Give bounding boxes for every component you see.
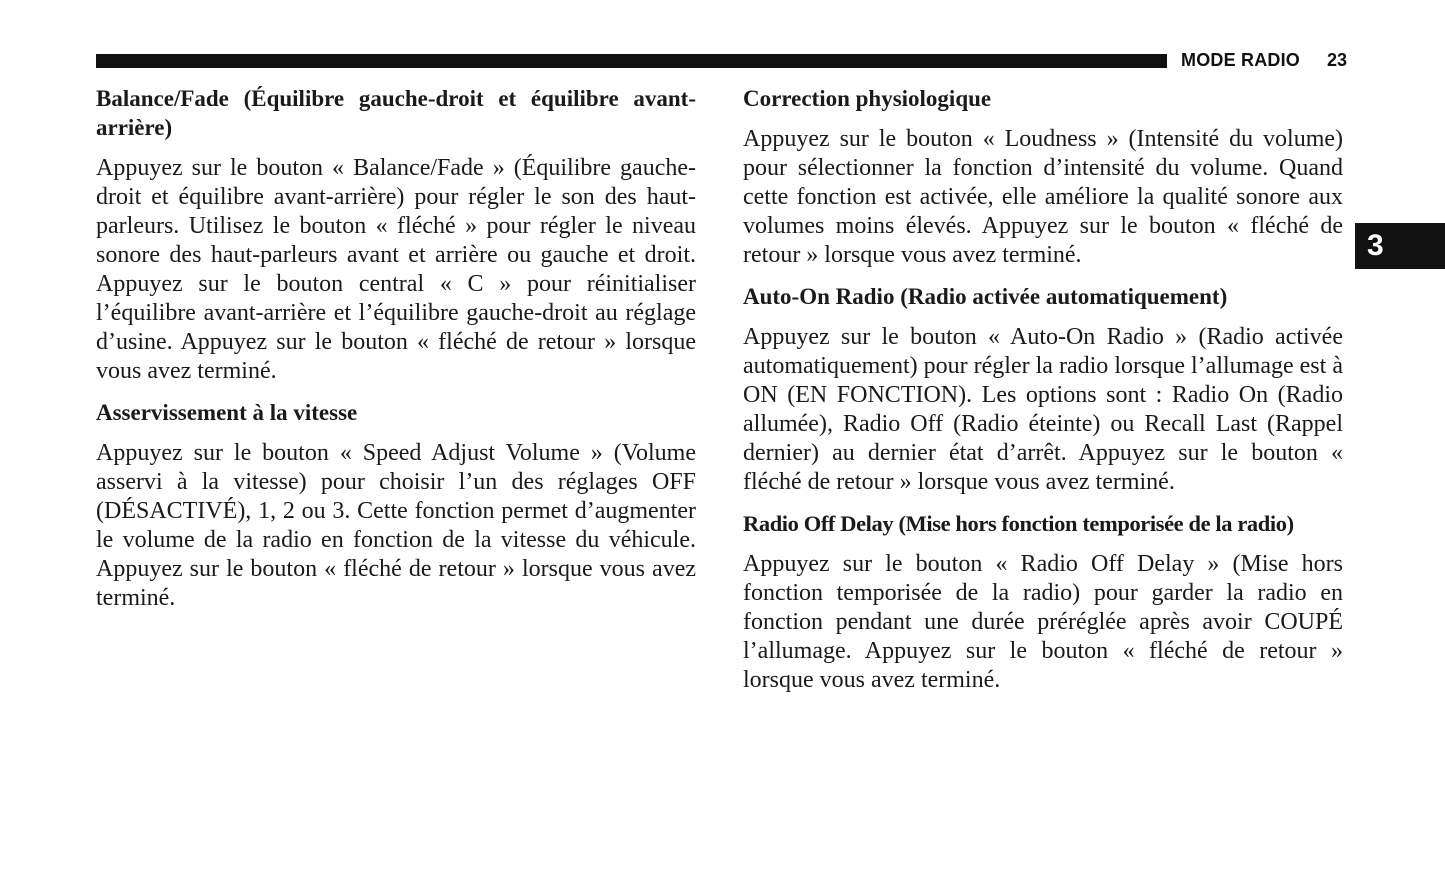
right-column [743,84,1343,695]
heading-radio-off-delay: Radio Off Delay (Mise hors fonction temporisée de la radio) [743,511,1294,536]
left-column [96,84,696,613]
heading-speed-adjust: Asservissement à la vitesse [96,400,358,425]
heading-balance-fade: Balance/Fade (Équilibre gauche-droit et équilibre avant-arrière) [96,86,696,140]
section-title: MODE RADIO [1181,50,1300,70]
paragraph-balance-fade: Appuyez sur le bouton « Balance/Fade » (Équilibre gauche-droit et équilibre avant-arrière) pour régler le son des haut-parleurs. Utilisez le bouton « fléché » pour régler le niveau sonore des haut-parleurs avant et arrière ou gauche et droit. Appuyez sur le bouton central « C » pour réinitialiser l’équilibre avant-arrière et l’équilibre gauche-droit au réglage d’usine. Appuyez sur le bouton « fléché de retour » lorsque vous avez terminé. [96,155,696,384]
heading-auto-on-radio: Auto-On Radio (Radio activée automatiquement) [743,284,1228,309]
paragraph-radio-off-delay: Appuyez sur le bouton « Radio Off Delay » (Mise hors fonction temporisée de la radio) pour garder la radio en fonction pendant une durée préréglée après avoir COUPÉ l’allumage. Appuyez sur le bouton « fléché de retour » lorsque vous avez terminé. [743,551,1343,693]
paragraph-auto-on-radio: Appuyez sur le bouton « Auto-On Radio » (Radio activée automatiquement) pour régler la radio lorsque l’allumage est à ON (EN FONCTION). Les options sont : Radio On (Radio allumée), Radio Off (Radio éteinte) ou Recall Last (Rappel dernier) au dernier état d’arrêt. Appuyez sur le bouton « fléché de retour » lorsque vous avez terminé. [743,324,1343,495]
heading-loudness: Correction physiologique [743,86,992,111]
chapter-tab: 3 [1355,223,1445,269]
header-rule [96,54,1167,68]
paragraph-speed-adjust: Appuyez sur le bouton « Speed Adjust Volume » (Volume asservi à la vitesse) pour choisir l’un des réglages OFF (DÉSACTIVÉ), 1, 2 ou 3. Cette fonction permet d’augmenter le volume de la radio en fonction de la vitesse du véhicule. Appuyez sur le bouton « fléché de retour » lorsque vous avez terminé. [96,440,696,611]
paragraph-loudness: Appuyez sur le bouton « Loudness » (Intensité du volume) pour sélectionner la fonction d’intensité du volume. Quand cette fonction est activée, elle améliore la qualité sonore aux volumes moins élevés. Appuyez sur le bouton « fléché de retour » lorsque vous avez terminé. [743,126,1343,268]
page-number: 23 [1327,50,1348,70]
